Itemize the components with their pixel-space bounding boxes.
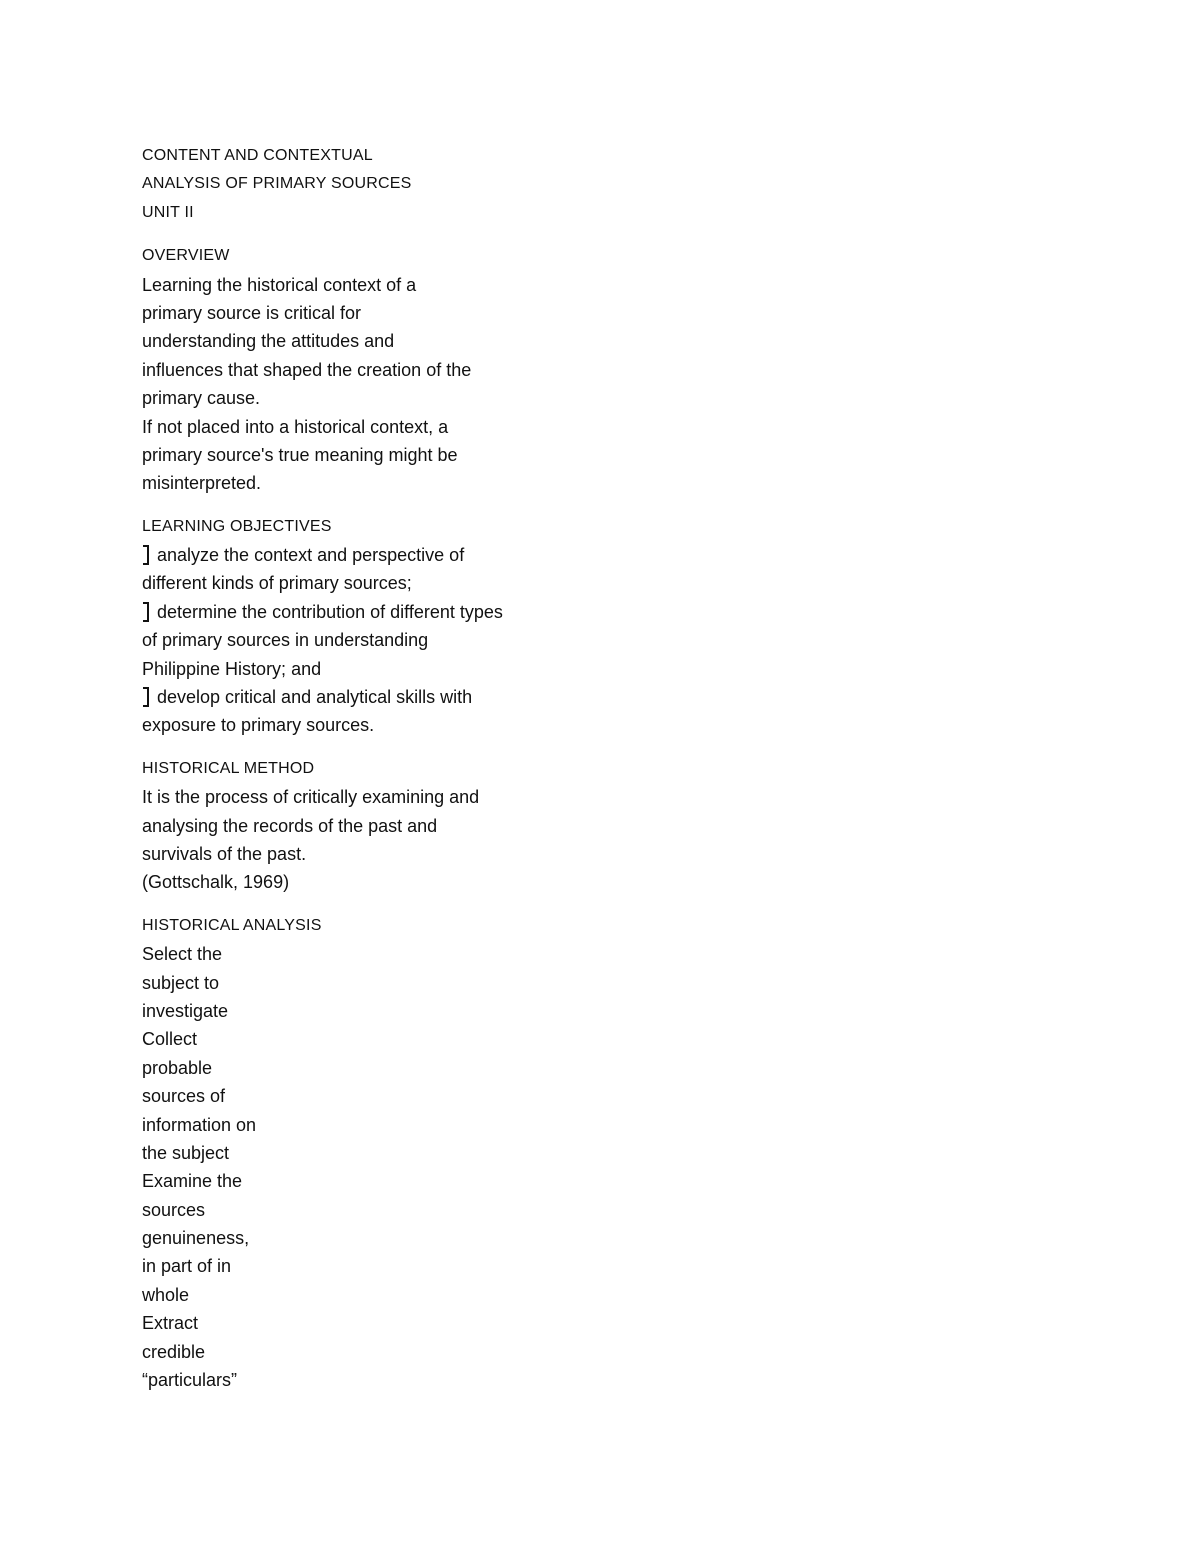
overview-line: primary cause. — [142, 388, 261, 409]
analysis-line: information on — [142, 1114, 257, 1135]
analysis-line: genuineness, — [142, 1228, 250, 1249]
analysis-line: in part of in — [142, 1256, 232, 1277]
overview-line: If not placed into a historical context, a — [142, 416, 449, 437]
overview-line: primary source's true meaning might be — [142, 444, 458, 465]
analysis-line: subject to — [142, 972, 220, 993]
analysis-line: probable — [142, 1057, 213, 1078]
section-gap — [142, 897, 942, 912]
bullet-icon — [143, 545, 149, 565]
title-line-3: UNIT II — [142, 203, 194, 221]
document-page — [142, 142, 942, 1394]
overview-line: misinterpreted. — [142, 473, 262, 494]
objective-item — [142, 683, 942, 711]
objective-text: determine the contribution of different types — [157, 601, 503, 622]
analysis-line: whole — [142, 1284, 190, 1305]
analysis-line: the subject — [142, 1142, 230, 1163]
objective-line: of primary sources in understanding — [142, 630, 429, 651]
overview-line: primary source is critical for — [142, 302, 362, 323]
analysis-heading: HISTORICAL ANALYSIS — [142, 916, 322, 934]
analysis-line: credible — [142, 1341, 206, 1362]
title-line-2: ANALYSIS OF PRIMARY SOURCES — [142, 175, 412, 193]
objective-line: exposure to primary sources. — [142, 715, 375, 736]
analysis-line: Extract — [142, 1313, 199, 1334]
overview-line: Learning the historical context of a — [142, 274, 417, 295]
section-gap — [142, 740, 942, 755]
bullet-icon — [143, 602, 149, 622]
overview-heading: OVERVIEW — [142, 247, 230, 265]
overview-line: understanding the attitudes and — [142, 331, 395, 352]
method-line: It is the process of critically examining and — [142, 787, 480, 808]
title-line-1: CONTENT AND CONTEXTUAL — [142, 147, 373, 164]
method-citation: (Gottschalk, 1969) — [142, 872, 290, 893]
objective-item — [142, 541, 942, 569]
analysis-line: “particulars” — [142, 1370, 238, 1391]
analysis-line: investigate — [142, 1000, 229, 1021]
objective-item — [142, 598, 942, 626]
analysis-line: sources of — [142, 1086, 226, 1107]
method-line: analysing the records of the past and — [142, 815, 438, 836]
method-heading: HISTORICAL METHOD — [142, 759, 315, 777]
objective-line: different kinds of primary sources; — [142, 573, 412, 594]
analysis-line: Collect — [142, 1029, 198, 1050]
objective-text: develop critical and analytical skills with — [157, 687, 473, 708]
objective-line: Philippine History; and — [142, 658, 322, 679]
analysis-line: sources — [142, 1199, 206, 1220]
objectives-heading: LEARNING OBJECTIVES — [142, 517, 332, 535]
method-line: survivals of the past. — [142, 843, 307, 864]
analysis-line: Select the — [142, 944, 223, 965]
section-gap — [142, 498, 942, 513]
bullet-icon — [143, 687, 149, 707]
section-gap — [142, 227, 942, 242]
analysis-line: Examine the — [142, 1171, 243, 1192]
overview-line: influences that shaped the creation of the — [142, 359, 472, 380]
objective-text: analyze the context and perspective of — [157, 545, 465, 566]
